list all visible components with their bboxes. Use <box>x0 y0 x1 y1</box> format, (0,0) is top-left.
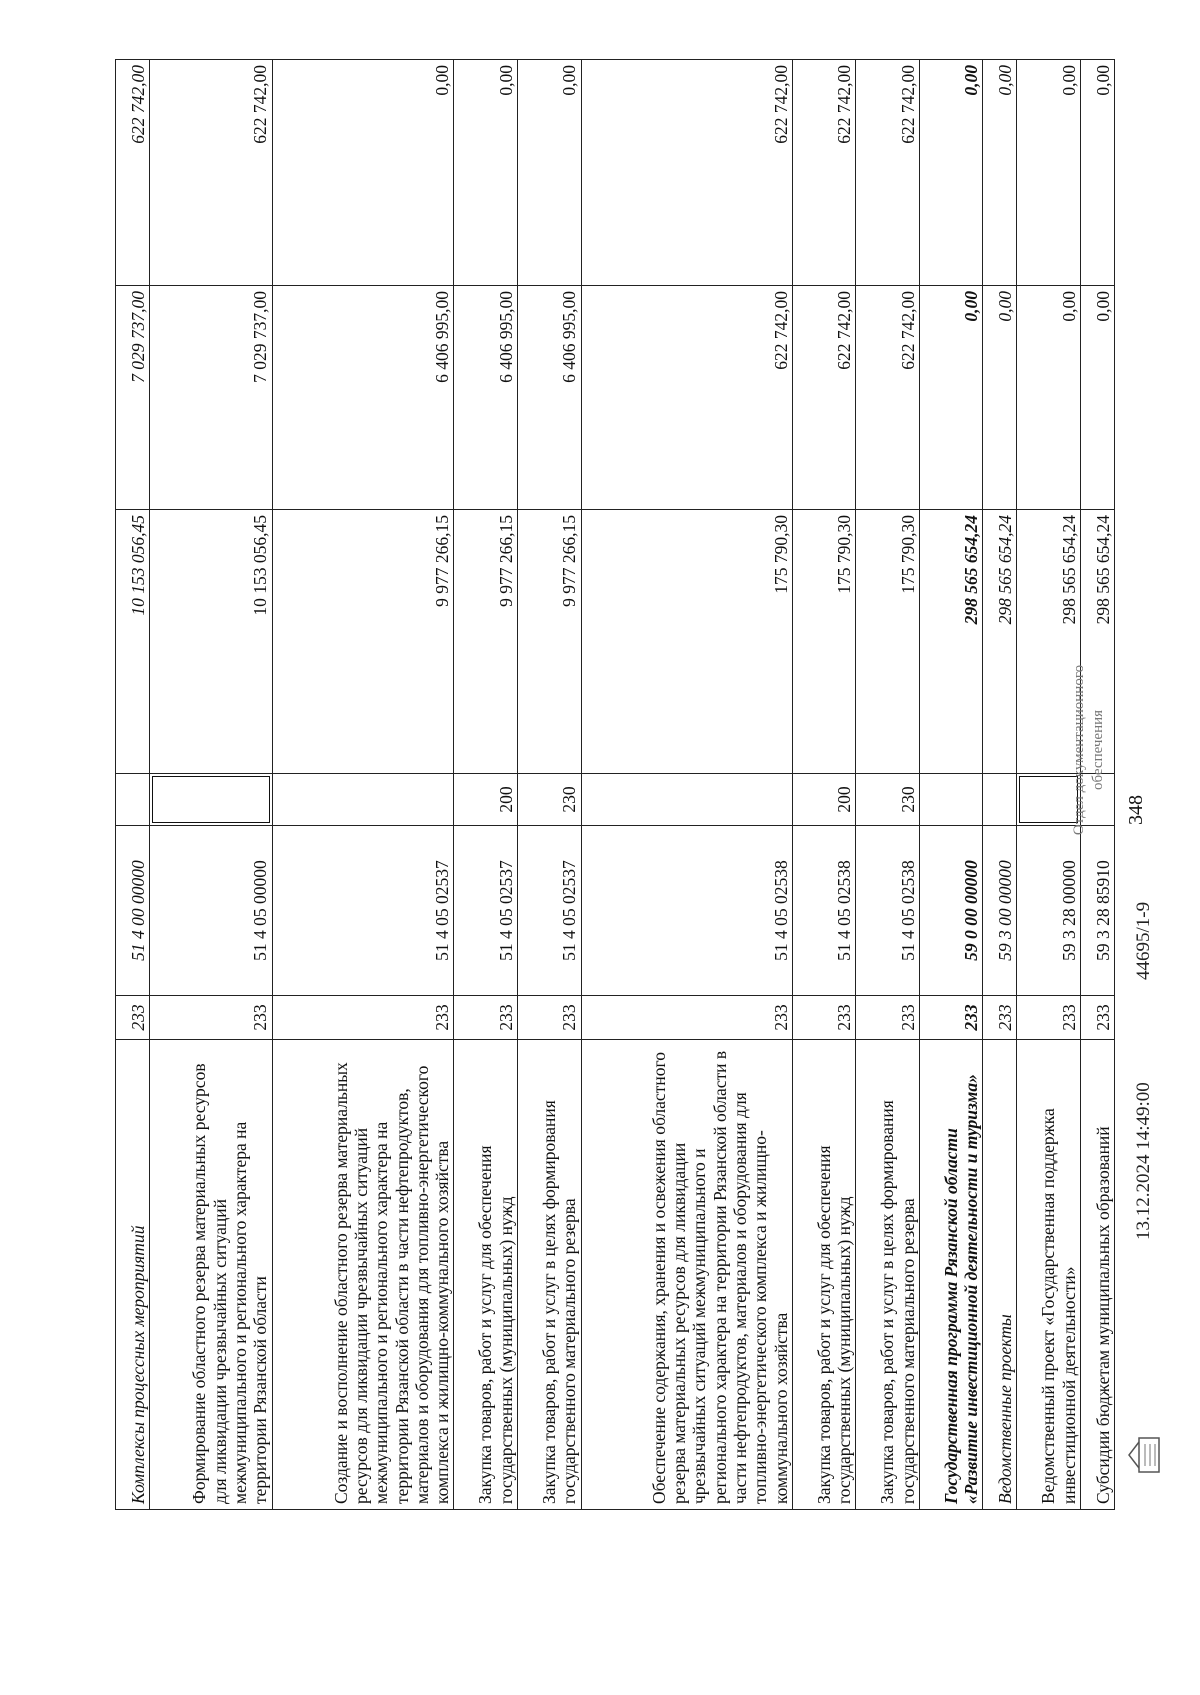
amount-2025-cell: 7 029 737,00 <box>116 286 150 510</box>
expense-type-cell: 200 <box>792 774 856 826</box>
amount-2024-cell: 298 565 654,24 <box>1080 510 1114 774</box>
amount-2026-cell: 0,00 <box>1080 60 1114 286</box>
amount-2026-cell: 622 742,00 <box>856 60 920 286</box>
amount-2026-cell: 0,00 <box>454 60 518 286</box>
target-article-cell: 51 4 00 00000 <box>116 826 150 996</box>
grbs-code-cell: 233 <box>792 996 856 1040</box>
amount-2024-cell: 298 565 654,24 <box>983 510 1017 774</box>
table-row <box>581 60 792 1510</box>
grbs-code-cell: 233 <box>919 996 983 1040</box>
amount-2026-cell: 622 742,00 <box>581 60 792 286</box>
highlight-box <box>152 776 270 823</box>
target-article-cell: 51 4 05 02538 <box>792 826 856 996</box>
row-name-cell: Государственная программа Рязанской области «Развитие инвестиционной деятельности и туризма» <box>919 1040 983 1510</box>
expense-type-cell: 200 <box>454 774 518 826</box>
row-name-cell: Закупка товаров, работ и услуг в целях формирования государственного материального резерва <box>517 1040 581 1510</box>
target-article-cell: 51 4 05 02537 <box>454 826 518 996</box>
amount-2025-cell: 6 406 995,00 <box>272 286 454 510</box>
expense-type-cell: 230 <box>517 774 581 826</box>
amount-2025-cell: 0,00 <box>919 286 983 510</box>
grbs-code-cell: 233 <box>581 996 792 1040</box>
target-article-cell: 51 4 05 00000 <box>149 826 272 996</box>
target-article-cell: 59 0 00 00000 <box>919 826 983 996</box>
page-number: 348 <box>1125 795 1147 825</box>
department-stamp <box>1070 600 1108 900</box>
grbs-code-cell: 233 <box>517 996 581 1040</box>
amount-2025-cell: 6 406 995,00 <box>454 286 518 510</box>
amount-2025-cell: 0,00 <box>1080 286 1114 510</box>
amount-2025-cell: 622 742,00 <box>792 286 856 510</box>
footer-date: 13.12.2024 14:49:00 <box>1133 1082 1154 1240</box>
amount-2025-cell: 622 742,00 <box>856 286 920 510</box>
amount-2026-cell: 0,00 <box>919 60 983 286</box>
amount-2025-cell: 7 029 737,00 <box>149 286 272 510</box>
target-article-cell: 51 4 05 02537 <box>272 826 454 996</box>
amount-2025-cell: 622 742,00 <box>581 286 792 510</box>
amount-2024-cell: 9 977 266,15 <box>272 510 454 774</box>
table-row <box>454 60 518 1510</box>
amount-2026-cell: 0,00 <box>272 60 454 286</box>
amount-2024-cell: 9 977 266,15 <box>454 510 518 774</box>
table-row <box>149 60 272 1510</box>
row-name-cell: Ведомственные проекты <box>983 1040 1017 1510</box>
stamp-line-2: обеспечения <box>1089 709 1106 791</box>
expense-type-cell <box>272 774 454 826</box>
document-page <box>85 60 1165 1620</box>
target-article-cell: 59 3 00 00000 <box>983 826 1017 996</box>
amount-2024-cell: 298 565 654,24 <box>919 510 983 774</box>
table-row <box>919 60 983 1510</box>
grbs-code-cell: 233 <box>856 996 920 1040</box>
footer-document-code: 44695/1-9 <box>1133 901 1154 980</box>
target-article-cell: 59 3 28 85910 <box>1080 826 1114 996</box>
expense-type-cell <box>116 774 150 826</box>
expense-type-cell <box>149 774 272 826</box>
amount-2024-cell: 10 153 056,45 <box>149 510 272 774</box>
expense-type-cell <box>983 774 1017 826</box>
expense-type-cell <box>919 774 983 826</box>
row-name-cell: Комплексы процессных мероприятий <box>116 1040 150 1510</box>
amount-2026-cell: 0,00 <box>517 60 581 286</box>
target-article-cell: 51 4 05 02537 <box>517 826 581 996</box>
table-row <box>517 60 581 1510</box>
target-article-cell: 59 3 28 00000 <box>1017 826 1081 996</box>
amount-2026-cell: 0,00 <box>983 60 1017 286</box>
coat-of-arms-icon <box>1125 1430 1163 1480</box>
stamp-line-1: Отдел документационного <box>1071 664 1087 836</box>
grbs-code-cell: 233 <box>1080 996 1114 1040</box>
amount-2025-cell: 6 406 995,00 <box>517 286 581 510</box>
budget-table <box>115 59 1115 1510</box>
amount-2025-cell: 0,00 <box>983 286 1017 510</box>
amount-2024-cell: 175 790,30 <box>856 510 920 774</box>
grbs-code-cell: 233 <box>1017 996 1081 1040</box>
row-name-cell: Обеспечение содержания, хранения и освежения областного резерва материальных ресурсов для ликвидации чрезвычайных ситуаций межмуниципального и регионального характера на территории Рязанской области в части нефтепродуктов, материалов и оборудования для топливно-энергетического комплекса и жилищно-коммунального хозяйства <box>581 1040 792 1510</box>
grbs-code-cell: 233 <box>272 996 454 1040</box>
row-name-cell: Ведомственный проект «Государственная поддержка инвестиционной деятельности» <box>1017 1040 1081 1510</box>
table-row <box>983 60 1017 1510</box>
grbs-code-cell: 233 <box>149 996 272 1040</box>
amount-2024-cell: 175 790,30 <box>581 510 792 774</box>
target-article-cell: 51 4 05 02538 <box>856 826 920 996</box>
table-row <box>792 60 856 1510</box>
row-name-cell: Закупка товаров, работ и услуг в целях формирования государственного материального резерва <box>856 1040 920 1510</box>
row-name-cell: Закупка товаров, работ и услуг для обеспечения государственных (муниципальных) нужд <box>792 1040 856 1510</box>
row-name-cell: Закупка товаров, работ и услуг для обеспечения государственных (муниципальных) нужд <box>454 1040 518 1510</box>
row-name-cell: Формирование областного резерва материальных ресурсов для ликвидации чрезвычайных ситуаций межмуниципального и регионального характера на территории Рязанской области <box>149 1040 272 1510</box>
amount-2025-cell: 0,00 <box>1017 286 1081 510</box>
grbs-code-cell: 233 <box>983 996 1017 1040</box>
table-row <box>856 60 920 1510</box>
expense-type-cell <box>581 774 792 826</box>
grbs-code-cell: 233 <box>454 996 518 1040</box>
amount-2026-cell: 622 742,00 <box>149 60 272 286</box>
row-name-cell: Субсидии бюджетам муниципальных образований <box>1080 1040 1114 1510</box>
expense-type-cell: 230 <box>856 774 920 826</box>
grbs-code-cell: 233 <box>116 996 150 1040</box>
row-name-cell: Создание и восполнение областного резерва материальных ресурсов для ликвидации чрезвычайных ситуаций межмуниципального и регионального характера на территории Рязанской области в части нефтепродуктов, материалов и оборудования для топливно-энергетического комплекса и жилищно-коммунального хозяйства <box>272 1040 454 1510</box>
amount-2026-cell: 0,00 <box>1017 60 1081 286</box>
target-article-cell: 51 4 05 02538 <box>581 826 792 996</box>
amount-2026-cell: 622 742,00 <box>116 60 150 286</box>
amount-2026-cell: 622 742,00 <box>792 60 856 286</box>
table-row <box>116 60 150 1510</box>
table-row <box>272 60 454 1510</box>
amount-2024-cell: 10 153 056,45 <box>116 510 150 774</box>
amount-2024-cell: 175 790,30 <box>792 510 856 774</box>
amount-2024-cell: 9 977 266,15 <box>517 510 581 774</box>
amount-2024-cell: 298 565 654,24 <box>1017 510 1081 774</box>
